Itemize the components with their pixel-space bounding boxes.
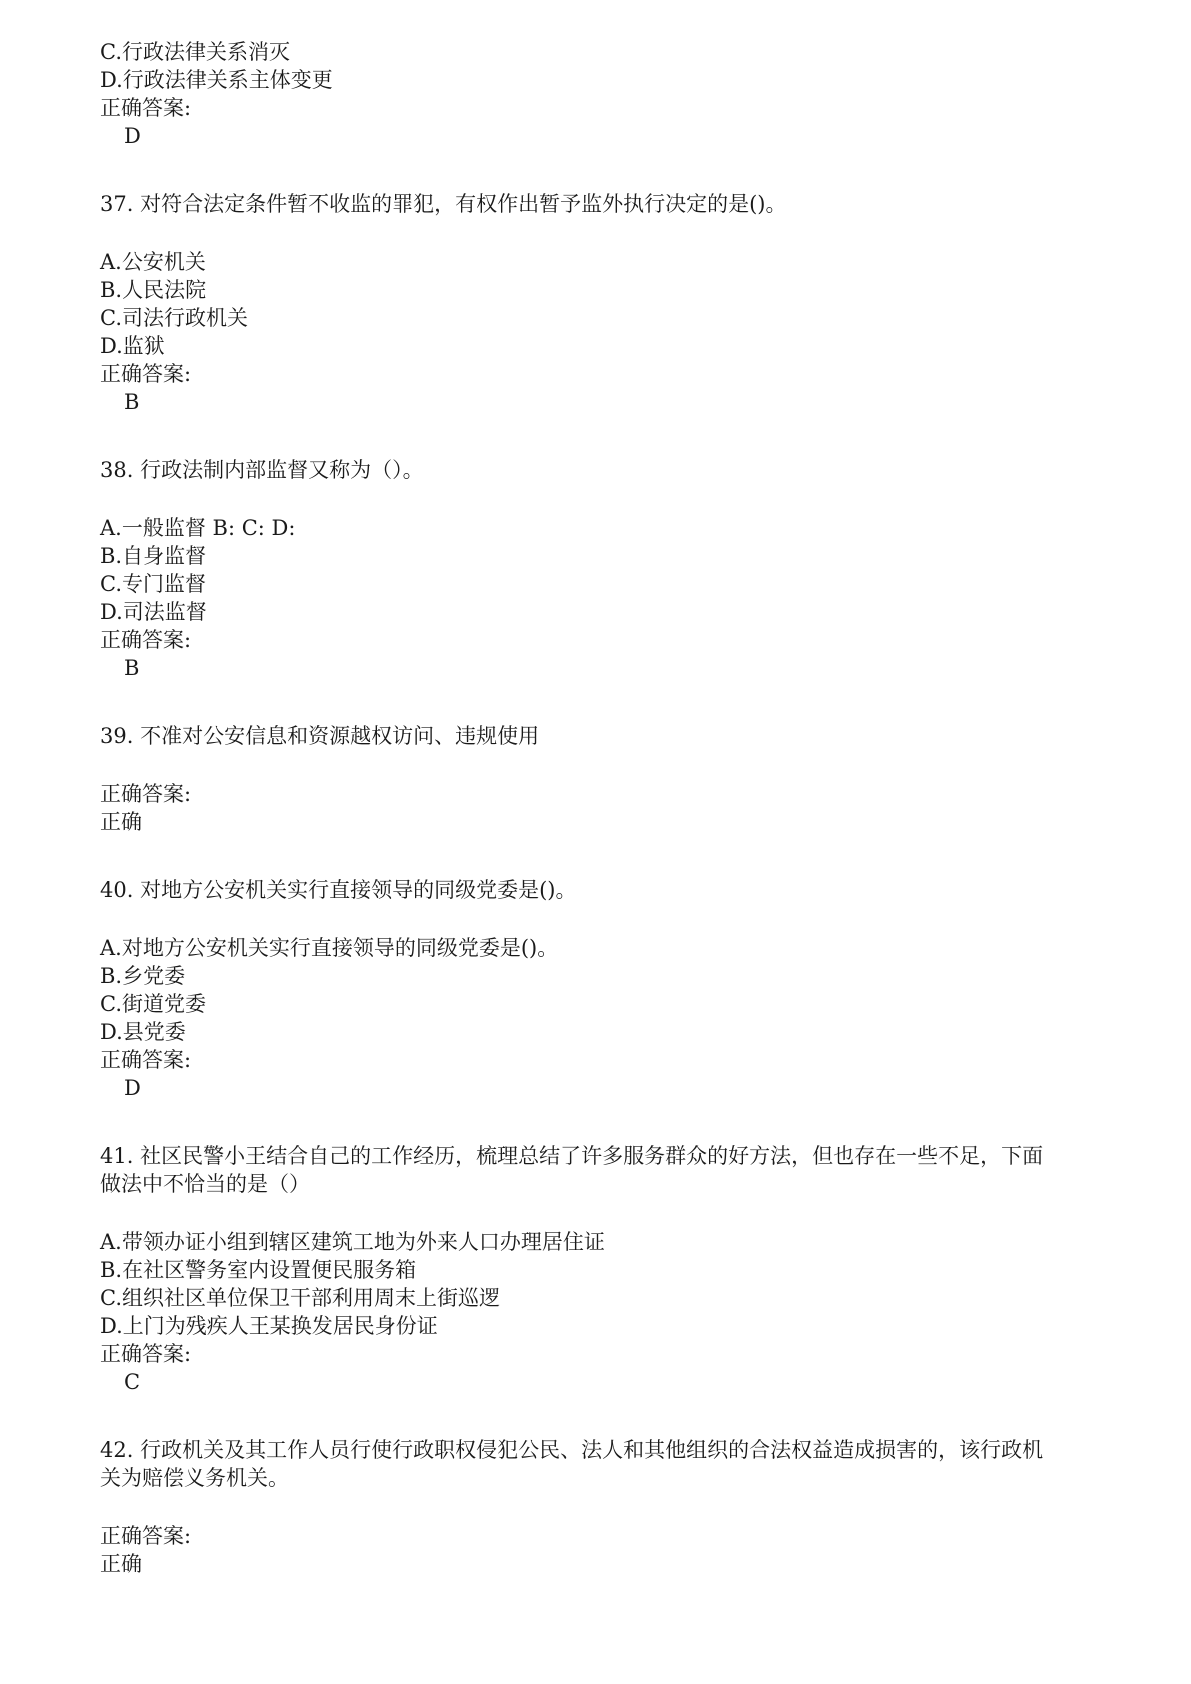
answer-label: 正确答案: [100,1524,192,1548]
question-42 [100,1436,1091,1578]
question-39 [100,722,1091,836]
question-37 [100,190,1091,416]
question-stem: 39. 不准对公安信息和资源越权访问、违规使用 [100,724,540,748]
option: C.司法行政机关 [100,306,248,330]
question-38 [100,456,1091,682]
question-stem: 42. 行政机关及其工作人员行使行政职权侵犯公民、法人和其他组织的合法权益造成损害的，该行政机 [100,1438,1044,1462]
answer-value: 正确 [100,1552,142,1576]
answer-label: 正确答案: [100,96,192,120]
question-stem: 做法中不恰当的是（） [100,1172,310,1196]
question-stem: 40. 对地方公安机关实行直接领导的同级党委是()。 [100,878,577,902]
answer-label: 正确答案: [100,362,192,386]
answer-value: B [124,656,140,680]
question-36-tail [100,38,1091,150]
option: D.司法监督 [100,600,207,624]
answer-value: C [124,1370,141,1394]
question-41 [100,1142,1091,1396]
question-stem: 37. 对符合法定条件暂不收监的罪犯，有权作出暂予监外执行决定的是()。 [100,192,787,216]
question-stem: 38. 行政法制内部监督又称为（）。 [100,458,424,482]
question-stem: 关为赔偿义务机关。 [100,1466,289,1490]
option: D.监狱 [100,334,165,358]
answer-label: 正确答案: [100,1342,192,1366]
option: C.街道党委 [100,992,206,1016]
answer-label: 正确答案: [100,1048,192,1072]
answer-value: D [124,124,141,148]
option: B.自身监督 [100,544,207,568]
answer-label: 正确答案: [100,628,192,652]
option: B.在社区警务室内设置便民服务箱 [100,1258,417,1282]
question-stem: 41. 社区民警小王结合自己的工作经历，梳理总结了许多服务群众的好方法，但也存在一些不足，下面 [100,1144,1044,1168]
option: A.带领办证小组到辖区建筑工地为外来人口办理居住证 [100,1230,605,1254]
option: B.乡党委 [100,964,186,988]
option: C.专门监督 [100,572,206,596]
answer-label: 正确答案: [100,782,192,806]
option: A.一般监督 B: C: D: [100,516,296,540]
option: A.公安机关 [100,250,206,274]
answer-value: 正确 [100,810,142,834]
option: B.人民法院 [100,278,207,302]
option: C.组织社区单位保卫干部利用周末上街巡逻 [100,1286,500,1310]
option: D.行政法律关系主体变更 [100,68,333,92]
option: A.对地方公安机关实行直接领导的同级党委是()。 [100,936,559,960]
question-40 [100,876,1091,1102]
option: D.县党委 [100,1020,186,1044]
option: C.行政法律关系消灭 [100,40,290,64]
answer-value: D [124,1076,141,1100]
answer-value: B [124,390,140,414]
option: D.上门为残疾人王某换发居民身份证 [100,1314,438,1338]
